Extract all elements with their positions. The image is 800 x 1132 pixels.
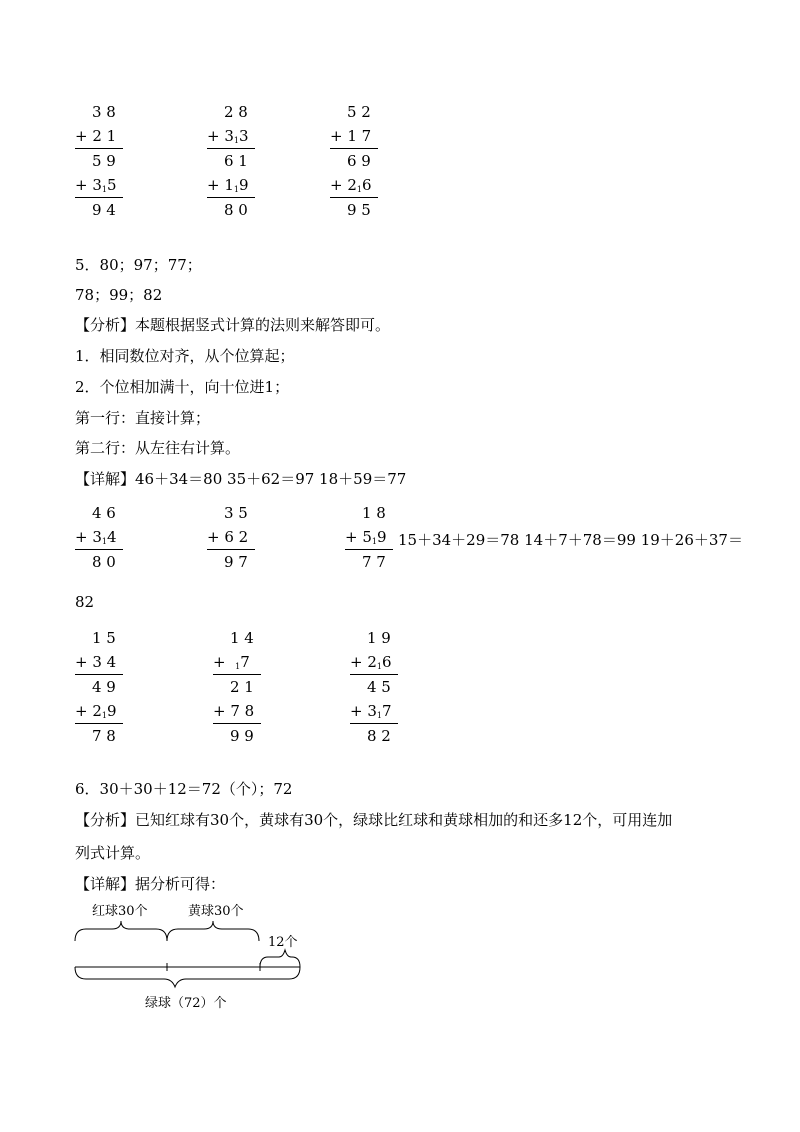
red-ball-label: 红球30个 — [92, 904, 148, 919]
calc-line — [75, 549, 123, 550]
calc-row: + 216 — [350, 653, 392, 671]
calc-row: 4 6 — [92, 504, 116, 522]
calc-row: 4 5 — [367, 678, 391, 696]
calc-line — [75, 674, 123, 675]
calc-row: 9 5 — [347, 201, 371, 219]
q5-row1: 第一行：直接计算； — [75, 409, 211, 427]
q5-equations-inline: 15＋34＋29＝78 14＋7＋78＝99 19＋26＋37＝ — [398, 531, 743, 549]
calc-row: 3 8 — [92, 103, 116, 121]
calc-row: + 216 — [330, 176, 372, 194]
calc-line — [207, 549, 255, 550]
calc-line — [330, 197, 378, 198]
yellow-ball-label: 黄球30个 — [188, 904, 244, 919]
vertical-calc-2 — [207, 102, 267, 222]
calc-row: + 315 — [75, 176, 117, 194]
calc-row: + 1 7 — [330, 127, 372, 145]
calc-row: + 6 2 — [207, 528, 249, 546]
calc-row: + 119 — [207, 176, 249, 194]
calc-row: 7 8 — [92, 727, 116, 745]
calc-line — [213, 674, 261, 675]
calc-row: + 314 — [75, 528, 117, 546]
calc-row: 9 4 — [92, 201, 116, 219]
q5-analysis: 【分析】本题根据竖式计算的法则来解答即可。 — [75, 316, 391, 334]
calc-line — [345, 549, 393, 550]
q5-vertical-a1 — [75, 503, 135, 575]
calc-line — [75, 197, 123, 198]
q5-row2: 第二行：从左往右计算。 — [75, 439, 241, 457]
calc-row: 4 9 — [92, 678, 116, 696]
calc-row: 7 7 — [362, 553, 386, 571]
calc-row: + 519 — [345, 528, 387, 546]
vertical-calc-1 — [75, 102, 135, 222]
q5-vertical-b1 — [75, 628, 135, 748]
q6-analysis-line2: 列式计算。 — [75, 844, 151, 862]
q5-rule1: 1．相同数位对齐，从个位算起； — [75, 347, 295, 365]
q5-vertical-a3 — [345, 503, 405, 575]
q5-vertical-b2 — [213, 628, 273, 748]
calc-row: + 219 — [75, 702, 117, 720]
calc-row: 9 9 — [230, 727, 254, 745]
calc-line — [75, 723, 123, 724]
red-brace — [75, 921, 167, 941]
q6-answer: 6．30＋30＋12＝72（个）；72 — [75, 780, 293, 798]
calc-line — [207, 148, 255, 149]
calc-row: 9 7 — [224, 553, 248, 571]
calc-row: 1 4 — [230, 629, 254, 647]
q5-vertical-b3 — [350, 628, 410, 748]
calc-row: + 3 4 — [75, 653, 117, 671]
q5-equation-wrap: 82 — [75, 593, 95, 611]
calc-row: + 7 8 — [213, 702, 255, 720]
calc-line — [350, 674, 398, 675]
calc-row: 5 9 — [92, 152, 116, 170]
calc-line — [207, 197, 255, 198]
q5-answer-line1: 5．80；97；77； — [75, 256, 202, 274]
extra-label: 12个 — [268, 935, 298, 950]
q5-answer-line2: 78；99；82 — [75, 286, 163, 304]
calc-line — [330, 148, 378, 149]
calc-line — [213, 723, 261, 724]
calc-row: + 17 — [213, 653, 250, 671]
q5-rule2: 2．个位相加满十，向十位进1； — [75, 378, 290, 396]
calc-row: 1 8 — [362, 504, 386, 522]
extra-brace — [260, 950, 300, 967]
calc-line — [75, 148, 123, 149]
calc-row: + 317 — [350, 702, 392, 720]
calc-row: 1 9 — [367, 629, 391, 647]
calc-row: 3 5 — [224, 504, 248, 522]
q6-analysis-line1: 【分析】已知红球有30个，黄球有30个，绿球比红球和黄球相加的和还多12个，可用连加 — [75, 811, 673, 829]
yellow-brace — [167, 921, 259, 941]
calc-row: 2 1 — [230, 678, 254, 696]
calc-row: 5 2 — [347, 103, 371, 121]
vertical-calc-3 — [330, 102, 390, 222]
q5-vertical-a2 — [207, 503, 267, 575]
calc-row: + 313 — [207, 127, 249, 145]
calc-row: 2 8 — [224, 103, 248, 121]
calc-row: + 2 1 — [75, 127, 117, 145]
calc-row: 8 0 — [92, 553, 116, 571]
calc-row: 6 1 — [224, 152, 248, 170]
calc-row: 8 2 — [367, 727, 391, 745]
green-ball-label: 绿球（72）个 — [145, 996, 227, 1011]
q5-detail: 【详解】46＋34＝80 35＋62＝97 18＋59＝77 — [75, 470, 407, 488]
q6-detail: 【详解】据分析可得： — [75, 875, 226, 893]
line-segment-diagram — [60, 895, 320, 995]
calc-row: 8 0 — [224, 201, 248, 219]
calc-row: 6 9 — [347, 152, 371, 170]
calc-line — [350, 723, 398, 724]
green-brace — [75, 967, 300, 987]
calc-row: 1 5 — [92, 629, 116, 647]
